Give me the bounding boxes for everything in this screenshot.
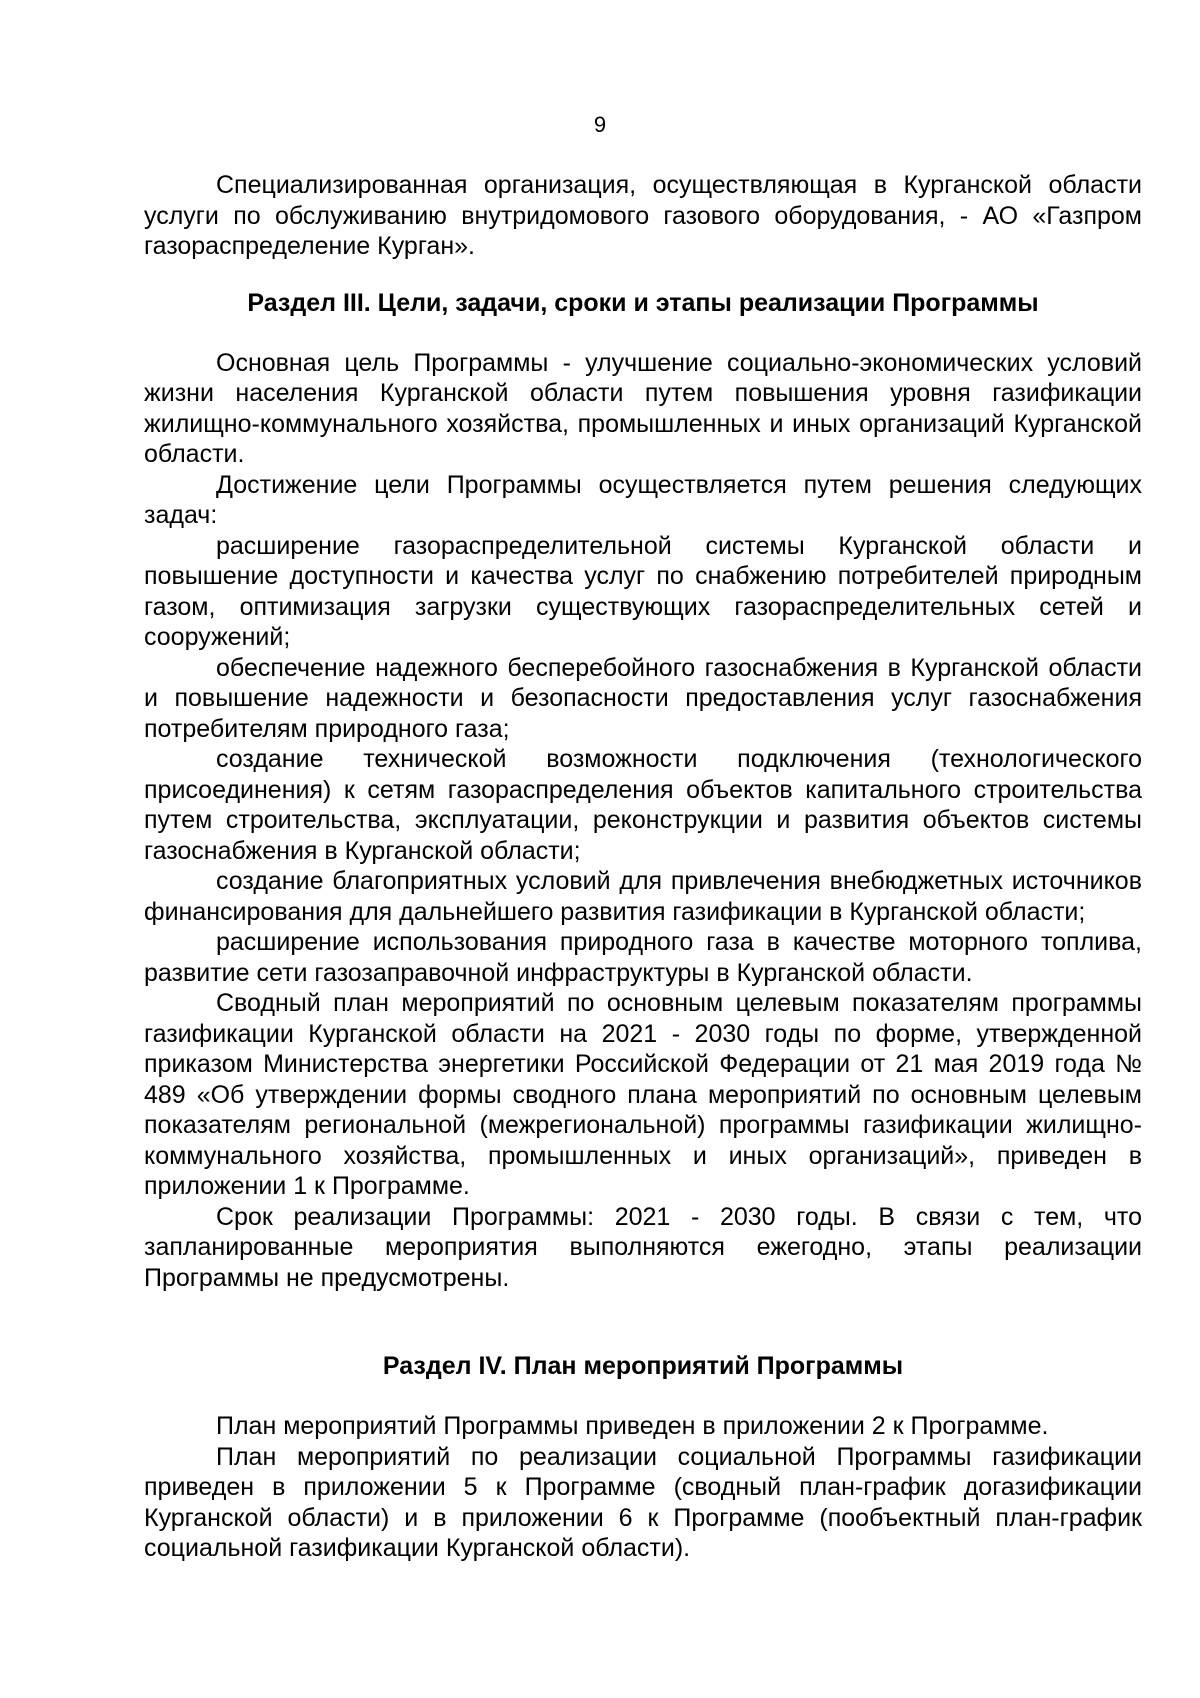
- page-number: 9: [593, 112, 607, 137]
- section-4-heading: Раздел IV. План мероприятий Программы: [382, 1352, 904, 1380]
- paragraph: Сводный план мероприятий по основным целевым показателям программы газификации Курганской области на 2021 - 2030 годы по форме, утвержденной приказом Министерства энергетики Российской Федерации от 21 мая 2019 года № 489 «Об утверждении формы сводного плана мероприятий по основным целевым показателям региональной (межрегиональной) программы газификации жилищно-коммунального хозяйства, промышленных и иных организаций», приведен в приложении 1 к Программе.: [144, 989, 1142, 1200]
- paragraph: Срок реализации Программы: 2021 - 2030 годы. В связи с тем, что запланированные мероприятия выполняются ежегодно, этапы реализации Программы не предусмотрены.: [144, 1202, 1142, 1292]
- paragraph: расширение газораспределительной системы Курганской области и повышение доступности и качества услуг по снабжению потребителей природным газом, оптимизация загрузки существующих газораспределительных сетей и сооружений;: [144, 531, 1142, 651]
- paragraph: обеспечение надежного бесперебойного газоснабжения в Курганской области и повышение надежности и безопасности предоставления услуг газоснабжения потребителям природного газа;: [144, 653, 1142, 743]
- document-body: [144, 170, 1142, 1564]
- paragraph: Основная цель Программы - улучшение социально-экономических условий жизни населения Курганской области путем повышения уровня газификации жилищно-коммунального хозяйства, промышленных и иных организаций Курганской области.: [144, 348, 1142, 468]
- section-3-heading: Раздел III. Цели, задачи, сроки и этапы реализации Программы: [247, 288, 1039, 317]
- paragraph: План мероприятий по реализации социальной Программы газификации приведен в приложении 5 к Программе (сводный план-график догазификации Курганской области) и в приложении 6 к Программе (пообъектный план-график социальной газификации Курганской области).: [144, 1442, 1142, 1562]
- paragraph: План мероприятий Программы приведен в приложении 2 к Программе.: [216, 1412, 1049, 1440]
- paragraph: Специализированная организация, осуществляющая в Курганской области услуги по обслуживанию внутридомового газового оборудования, - АО «Газпром газораспределение Курган».: [144, 171, 1142, 260]
- paragraph: расширение использования природного газа в качестве моторного топлива, развитие сети газозаправочной инфраструктуры в Курганской области.: [144, 928, 1142, 987]
- paragraph: создание технической возможности подключения (технологического присоединения) к сетям газораспределения объектов капитального строительства путем строительства, эксплуатации, реконструкции и развития объектов системы газоснабжения в Курганской области;: [144, 745, 1142, 865]
- paragraph: Достижение цели Программы осуществляется путем решения следующих задач:: [144, 470, 1142, 529]
- paragraph: создание благоприятных условий для привлечения внебюджетных источников финансирования для дальнейшего развития газификации в Курганской области;: [144, 867, 1142, 926]
